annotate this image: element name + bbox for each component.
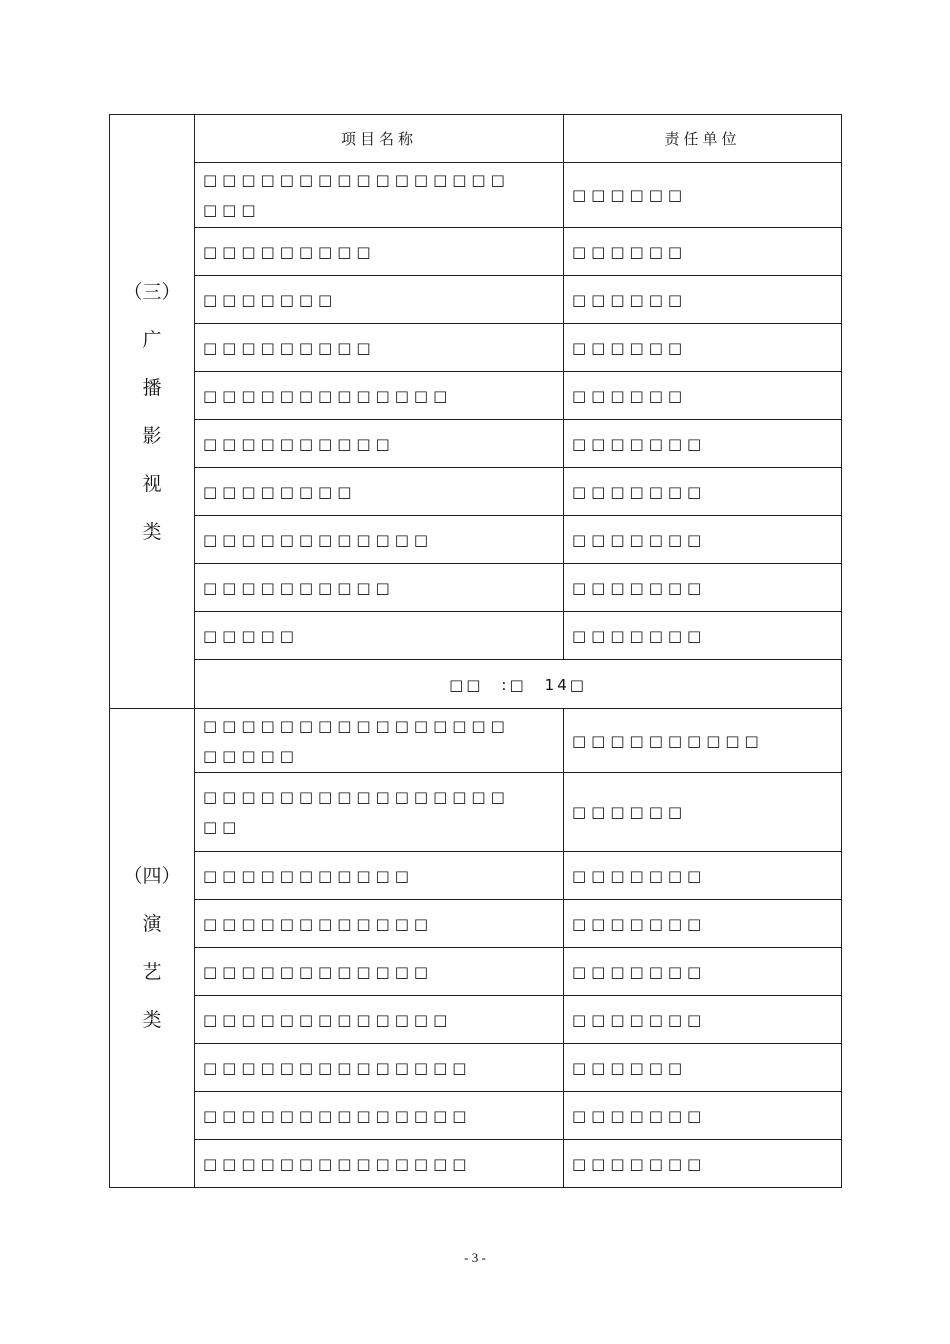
category-label-char: （四）: [123, 865, 181, 887]
project-name-cell: [195, 1044, 564, 1092]
table-row: [110, 276, 842, 324]
project-name-cell: [195, 228, 564, 276]
table-row: [110, 163, 842, 228]
responsible-unit-cell: □□□□□□: [564, 276, 842, 324]
project-name-cell: [195, 948, 564, 996]
header-responsible-unit: 责任单位: [564, 115, 842, 163]
responsible-unit-cell: □□□□□□□: [564, 420, 842, 468]
page-number: - 3 -: [464, 1250, 486, 1265]
responsible-unit-cell: □□□□□□□□□□: [564, 709, 842, 773]
project-name-cell: [195, 709, 564, 773]
category-label-char: 影: [142, 424, 162, 447]
responsible-unit-cell: □□□□□□□: [564, 516, 842, 564]
project-name-line: □□□□□□□□□□□□□□: [203, 1154, 472, 1173]
project-name-line: □□□□□□□□□□□□□□□□: [203, 788, 510, 806]
project-name-cell: [195, 324, 564, 372]
category-label-char: 视: [142, 472, 162, 495]
project-name-line: □□□□□: [203, 746, 299, 765]
responsible-unit-cell: □□□□□□□: [564, 612, 842, 660]
project-name-cell: [195, 163, 564, 228]
project-name-cell: [195, 564, 564, 612]
project-name-line: □□□□□□□□□: [203, 338, 376, 357]
responsible-unit-cell: □□□□□□□: [564, 948, 842, 996]
project-name-line: □□□□□: [203, 626, 299, 645]
responsible-unit-cell: □□□□□□: [564, 372, 842, 420]
responsible-unit-cell: □□□□□□□: [564, 564, 842, 612]
project-name-line: □□□: [203, 201, 261, 219]
table-row: [110, 948, 842, 996]
responsible-unit-cell: □□□□□□□: [564, 468, 842, 516]
responsible-unit-cell: □□□□□□□: [564, 900, 842, 948]
project-name-cell: [195, 1092, 564, 1140]
project-name-line: □□□□□□□□: [203, 482, 357, 501]
table-row: [110, 564, 842, 612]
project-name-line: □□□□□□□□□□: [203, 434, 395, 453]
table-row: [110, 996, 842, 1044]
project-name-line: □□□□□□□□□□□□□□: [203, 1106, 472, 1125]
project-name-cell: [195, 1140, 564, 1188]
category-performing-arts: [110, 709, 195, 1188]
category-label-char: 类: [142, 520, 162, 543]
responsible-unit-cell: □□□□□□□: [564, 852, 842, 900]
project-name-line: □□□□□□□□□□□□: [203, 914, 434, 933]
project-name-cell: [195, 516, 564, 564]
project-name-line: □□□□□□□□□□□□□: [203, 386, 453, 405]
responsible-unit-cell: □□□□□□□: [564, 1092, 842, 1140]
project-name-cell: [195, 852, 564, 900]
project-name-cell: [195, 773, 564, 852]
project-name-line: □□□□□□□□□□□□□□□□: [203, 171, 510, 189]
project-name-line: □□□□□□□□□□□□: [203, 962, 434, 981]
table-row: [110, 324, 842, 372]
category-label-char: 广: [142, 328, 162, 351]
responsible-unit-cell: □□□□□□: [564, 1044, 842, 1092]
project-name-line: □□: [203, 818, 242, 836]
category-label-char: 演: [142, 913, 162, 935]
category-label-char: 类: [142, 1009, 162, 1031]
responsible-unit-cell: □□□□□□: [564, 163, 842, 228]
table-row: [110, 612, 842, 660]
responsible-unit-cell: □□□□□□□: [564, 996, 842, 1044]
project-name-cell: [195, 996, 564, 1044]
responsible-unit-cell: □□□□□□: [564, 228, 842, 276]
table-row: [110, 1092, 842, 1140]
header-project-name: 项目名称: [195, 115, 564, 163]
table-row: [110, 709, 842, 773]
table-row: [110, 420, 842, 468]
table-row: [110, 773, 842, 852]
project-name-cell: [195, 612, 564, 660]
project-name-line: □□□□□□□: [203, 290, 338, 309]
table-row: [110, 1140, 842, 1188]
table-row: [110, 1044, 842, 1092]
table-row: [110, 372, 842, 420]
table-row: [110, 900, 842, 948]
table-row: [110, 516, 842, 564]
subtotal-cell: □□ :□ 14□: [195, 660, 842, 709]
table-row: [110, 468, 842, 516]
table-row: [110, 852, 842, 900]
responsible-unit-cell: □□□□□□: [564, 324, 842, 372]
responsible-unit-cell: □□□□□□□: [564, 1140, 842, 1188]
project-name-line: □□□□□□□□□□□: [203, 866, 414, 885]
project-name-cell: [195, 420, 564, 468]
project-table: [109, 114, 842, 1188]
project-name-line: □□□□□□□□□□□□□: [203, 1010, 453, 1029]
category-broadcast-film: [110, 115, 195, 709]
subtotal-row: [110, 660, 842, 709]
project-name-line: □□□□□□□□□□: [203, 578, 395, 597]
project-name-cell: [195, 372, 564, 420]
project-name-line: □□□□□□□□□□□□□□□□: [203, 716, 510, 735]
project-name-line: □□□□□□□□□□□□: [203, 530, 434, 549]
project-name-cell: [195, 900, 564, 948]
project-name-line: □□□□□□□□□: [203, 242, 376, 261]
project-name-cell: [195, 276, 564, 324]
project-name-cell: [195, 468, 564, 516]
table-header-row: [110, 115, 842, 163]
responsible-unit-cell: □□□□□□: [564, 773, 842, 852]
table-row: [110, 228, 842, 276]
project-name-line: □□□□□□□□□□□□□□: [203, 1058, 472, 1077]
category-label-char: 艺: [142, 961, 162, 983]
category-label-char: （三）: [123, 280, 181, 303]
category-label-char: 播: [142, 376, 162, 399]
